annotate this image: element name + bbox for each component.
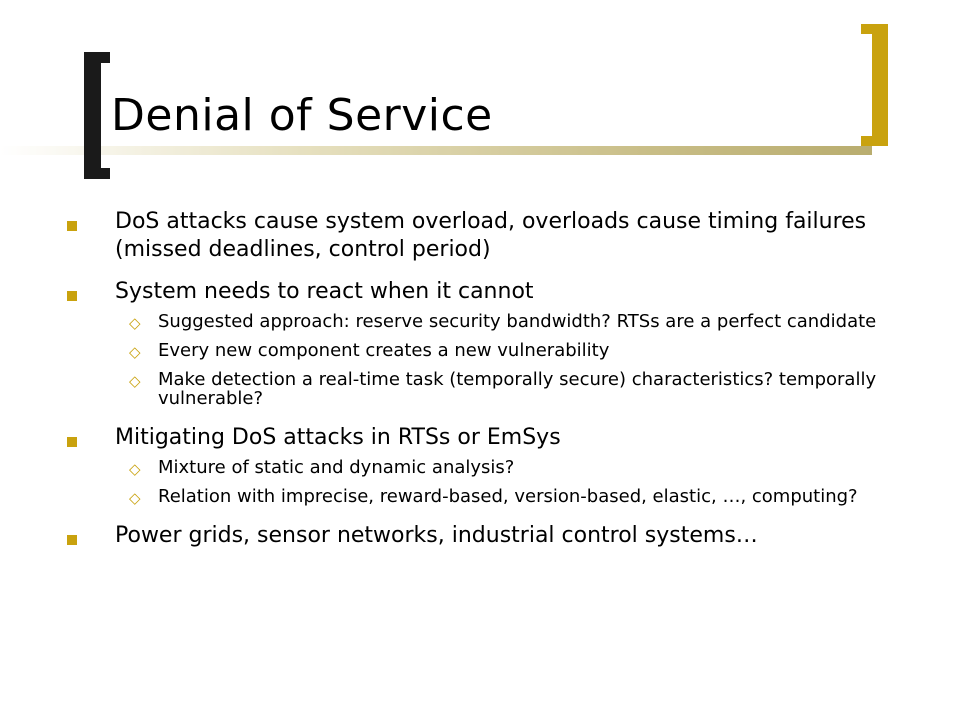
bullet-item [62, 278, 922, 306]
square-bullet-icon [67, 291, 77, 301]
square-bullet-icon [67, 221, 77, 231]
bullet-item [62, 424, 922, 452]
bullet-text: System needs to react when it cannot [115, 279, 534, 304]
subbullet-text: Every new component creates a new vulnerability [158, 340, 610, 361]
subbullet-item [62, 370, 922, 408]
subbullet-list [62, 458, 922, 506]
diamond-bullet-icon: ◇ [129, 489, 141, 507]
right-bracket-decoration [872, 24, 888, 146]
subbullet-item [62, 312, 922, 331]
bullet-text: Power grids, sensor networks, industrial control systems… [115, 523, 758, 548]
diamond-bullet-icon: ◇ [129, 372, 141, 390]
bullet-text: DoS attacks cause system overload, overloads cause timing failures (missed deadlines, control period) [115, 209, 867, 262]
right-bracket-bottom-decoration [861, 136, 888, 146]
square-bullet-icon [67, 535, 77, 545]
bullet-item [62, 522, 922, 550]
left-bracket-bottom-decoration [84, 168, 110, 179]
subbullet-text: Relation with imprecise, reward-based, version-based, elastic, …, computing? [158, 486, 858, 507]
diamond-bullet-icon: ◇ [129, 314, 141, 332]
subbullet-text: Suggested approach: reserve security bandwidth? RTSs are a perfect candidate [158, 311, 877, 332]
bullet-list [62, 208, 922, 564]
left-bracket-top-decoration [84, 52, 110, 63]
diamond-bullet-icon: ◇ [129, 343, 141, 361]
subbullet-item [62, 487, 922, 506]
title-underline-bar [0, 146, 872, 155]
diamond-bullet-icon: ◇ [129, 460, 141, 478]
bullet-text: Mitigating DoS attacks in RTSs or EmSys [115, 425, 561, 450]
right-bracket-top-decoration [861, 24, 888, 34]
subbullet-text: Make detection a real-time task (temporally secure) characteristics? temporally vulnerable? [158, 369, 877, 409]
left-bracket-decoration [84, 52, 101, 179]
subbullet-text: Mixture of static and dynamic analysis? [158, 457, 515, 478]
bullet-item [62, 208, 922, 264]
subbullet-item [62, 458, 922, 477]
square-bullet-icon [67, 437, 77, 447]
subbullet-item [62, 341, 922, 360]
subbullet-list [62, 312, 922, 408]
slide-title: Denial of Service [111, 90, 493, 141]
